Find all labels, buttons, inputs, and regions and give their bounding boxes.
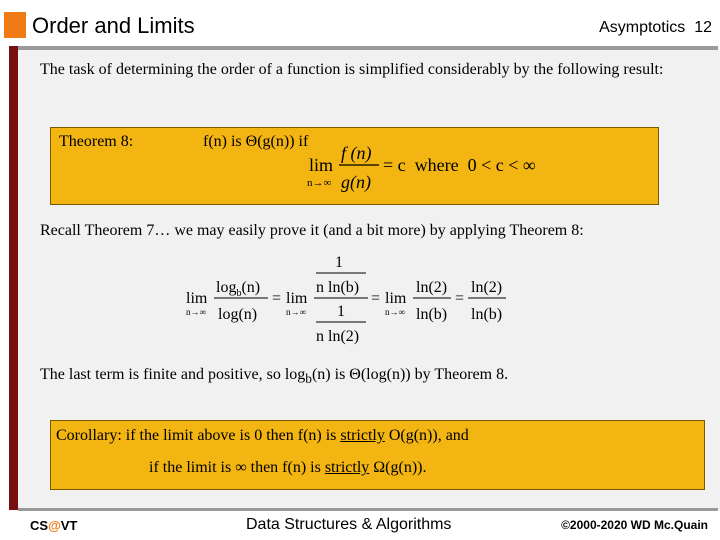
eq-t4-den: ln(b)	[471, 306, 503, 323]
eq-equals-3: =	[455, 290, 465, 307]
theorem-lim-sub: n→∞	[307, 177, 332, 189]
limit-equation	[180, 250, 520, 348]
title-accent-square	[4, 12, 26, 38]
eq-t2-top: 1	[335, 254, 343, 271]
eq-equals-2: =	[371, 290, 381, 307]
slide-title: Order and Limits	[32, 13, 195, 38]
section-title	[599, 19, 712, 37]
section-name: Asymptotics	[599, 19, 686, 36]
eq-lim-sub-3: n→∞	[385, 307, 405, 317]
theorem-denominator: g(n)	[341, 172, 371, 192]
page-number: 12	[694, 19, 712, 36]
header-divider	[18, 46, 718, 50]
last-term-text: The last term is finite and positive, so $\log_b(n)$ is Θ(log(n)) by Theorem 8.	[40, 366, 509, 387]
eq-t3-den: ln(b)	[416, 306, 448, 323]
theorem-box	[50, 127, 659, 205]
theorem-rhs: = c where 0 < c < ∞	[383, 155, 536, 175]
eq-lim-2: lim	[286, 290, 308, 307]
eq-t2-mid-num: n ln(b)	[316, 279, 360, 296]
corollary-line-1: Corollary: if the limit above is 0 then f(n) is strictly O(g(n)), and	[56, 427, 469, 444]
eq-t3-num: ln(2)	[416, 279, 448, 296]
eq-lim-sub-1: n→∞	[186, 307, 206, 317]
theorem-formula	[301, 138, 601, 198]
eq-lim-sub-2: n→∞	[286, 307, 306, 317]
footer-subject: Data Structures & Algorithms	[246, 516, 452, 533]
theorem-lim: lim	[309, 155, 334, 175]
theorem-numerator: f (n)	[341, 143, 372, 163]
corollary-box	[50, 420, 705, 490]
eq-lim-1: lim	[186, 290, 208, 307]
eq-t2-mid-den: 1	[337, 303, 345, 320]
recall-text: Recall Theorem 7… we may easily prove it (and a bit more) by applying Theorem 8:	[40, 222, 584, 239]
left-accent-bar	[9, 46, 18, 510]
footer-divider	[18, 508, 718, 511]
eq-t1-num: $\log_b(n)$	[216, 279, 261, 299]
theorem-label: Theorem 8:	[59, 133, 134, 150]
eq-t4-num: ln(2)	[471, 279, 503, 296]
corollary-line-2: if the limit is ∞ then f(n) is strictly Ω(g(n)).	[149, 459, 427, 476]
theorem-condition: f(n) is Θ(g(n)) if	[203, 133, 309, 150]
footer-copyright: ©2000-2020 WD Mc.Quain	[561, 518, 708, 532]
footer-course: CS@VT	[30, 518, 78, 533]
intro-text: The task of determining the order of a function is simplified considerably by the following result:	[40, 61, 664, 78]
eq-t2-bottom: n ln(2)	[316, 328, 360, 345]
eq-t1-den: log(n)	[218, 306, 258, 323]
eq-lim-3: lim	[385, 290, 407, 307]
eq-equals-1: =	[272, 290, 282, 307]
